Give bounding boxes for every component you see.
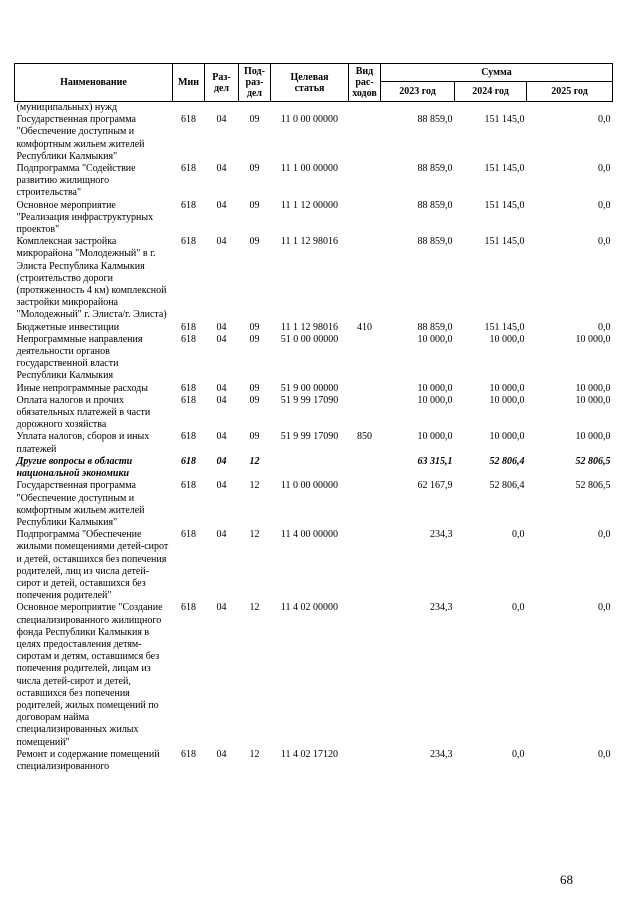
row-subsection: 09: [249, 236, 260, 248]
row-ministry-code: 618: [181, 382, 196, 394]
row-section: 04: [216, 382, 227, 394]
row-sum-2025: 0,0: [598, 321, 611, 333]
row-expense-type: [349, 236, 381, 321]
header-sum: Сумма: [381, 64, 613, 82]
row-sum-2025: 0,0: [598, 236, 611, 248]
row-section: 04: [216, 163, 227, 175]
row-ministry-code: 618: [181, 199, 196, 211]
row-sum-2023: 88 859,0: [417, 236, 453, 248]
row-sum-2024: 10 000,0: [489, 333, 525, 345]
row-sum-2025: 10 000,0: [575, 333, 611, 345]
row-name: Иные непрограммные расходы: [16, 382, 148, 394]
row-sum-2025: 0,0: [598, 163, 611, 175]
row-subsection: 12: [249, 748, 260, 760]
row-sum-2023: [381, 102, 455, 115]
row-ministry-code: 618: [181, 114, 196, 126]
row-subsection: 09: [249, 431, 260, 443]
row-target-article: 11 4 02 17120: [280, 748, 339, 760]
row-section: 04: [216, 480, 227, 492]
row-sum-2025: 0,0: [598, 748, 611, 760]
row-target-article: 11 4 00 00000: [280, 529, 339, 541]
row-section: [205, 102, 239, 115]
row-expense-type: [349, 395, 381, 432]
row-section: 04: [216, 199, 227, 211]
row-expense-type: [349, 529, 381, 602]
row-expense-type: 850: [357, 431, 372, 443]
row-expense-type: [349, 480, 381, 529]
row-expense-type: [349, 114, 381, 163]
table-row: [15, 749, 613, 773]
table-row: [15, 383, 613, 395]
row-name: Государственная программа "Обеспечение доступным и комфортным жильем жителей Республики Калмыкия": [16, 480, 145, 528]
row-sum-2023: 62 167,9: [417, 480, 453, 492]
row-sum-2024: 52 806,4: [489, 455, 525, 467]
header-podrazdel-text: Под- раз- дел: [244, 66, 265, 99]
row-target-article: 11 0 00 00000: [280, 480, 339, 492]
row-subsection: 09: [249, 321, 260, 333]
row-subsection: 09: [249, 199, 260, 211]
row-name: Основное мероприятие "Создание специализированного жилищного фонда Республики Калмыкия в целях предоставления детям-сиротам и детям, оставшимся без попечения родителей, лицам из числа детей-сирот и детей, оставшихся без попечения родителей, жилых помещений по договорам найма специализированных жилых помещений": [16, 602, 163, 748]
table-row: [15, 431, 613, 455]
row-target-article: 51 9 00 00000: [280, 382, 339, 394]
table-row: [15, 322, 613, 334]
table-row: [15, 480, 613, 529]
header-year-2024: 2024 год: [455, 82, 527, 102]
header-razdel-text: Раз- дел: [212, 71, 231, 94]
row-name: Комплексная застройка микрорайона "Молодежный" в г. Элиста Республика Калмыкия (строительство дороги (протяженность 4 км) комплексной застройки микрорайона "Молодежный" г. Элиста/г. Элиста): [16, 236, 167, 321]
row-sum-2023: 88 859,0: [417, 199, 453, 211]
header-min: Мин: [173, 64, 205, 102]
row-subsection: 12: [249, 602, 260, 614]
row-sum-2024: 151 145,0: [484, 321, 525, 333]
row-sum-2025: 52 806,5: [575, 480, 611, 492]
row-sum-2025: 10 000,0: [575, 394, 611, 406]
row-section: 04: [216, 431, 227, 443]
row-sum-2024: 52 806,4: [489, 480, 525, 492]
row-subsection: 09: [249, 382, 260, 394]
row-section: 04: [216, 748, 227, 760]
row-expense-type: [349, 163, 381, 200]
row-name: Другие вопросы в области национальной экономики: [16, 455, 133, 480]
row-section: 04: [216, 394, 227, 406]
row-name: Основное мероприятие "Реализация инфраструктурных проектов": [16, 199, 154, 236]
row-expense-type: [349, 749, 381, 773]
row-subsection: 09: [249, 394, 260, 406]
row-expense-type: [349, 334, 381, 383]
row-target-article: 11 1 12 98016: [280, 236, 339, 248]
row-sum-2024: 10 000,0: [489, 394, 525, 406]
budget-table-page: [14, 63, 612, 773]
row-sum-2023: 10 000,0: [417, 333, 453, 345]
table-row: [15, 456, 613, 480]
row-expense-type: [349, 602, 381, 748]
row-sum-2024: [455, 102, 527, 115]
row-subsection: 09: [249, 333, 260, 345]
row-target-article: 11 1 12 00000: [280, 199, 339, 211]
row-target-article: 11 1 12 98016: [280, 321, 339, 333]
row-sum-2025: 0,0: [598, 529, 611, 541]
row-name: (муниципальных) нужд: [16, 102, 118, 113]
header-year-2023: 2023 год: [381, 82, 455, 102]
row-section: 04: [216, 455, 227, 467]
row-name: Подпрограмма "Обеспечение жилыми помещениями детей-сирот и детей, оставшихся без попечения родителей, лиц из числа детей-сирот и детей, оставшихся без попечения родителей": [16, 529, 169, 602]
table-row: [15, 236, 613, 321]
row-sum-2023: 10 000,0: [417, 382, 453, 394]
row-name: Оплата налогов и прочих обязательных платежей в части дорожного хозяйства: [16, 394, 151, 431]
row-ministry-code: 618: [181, 394, 196, 406]
row-target-article: 51 9 99 17090: [280, 431, 339, 443]
row-section: 04: [216, 602, 227, 614]
row-name: Подпрограмма "Содействие развитию жилищного строительства": [16, 163, 136, 199]
row-ministry-code: 618: [181, 431, 196, 443]
header-name: Наименование: [15, 64, 173, 102]
row-section: 04: [216, 321, 227, 333]
table-body: [15, 102, 613, 774]
row-sum-2023: 234,3: [430, 602, 453, 614]
row-sum-2024: 151 145,0: [484, 236, 525, 248]
row-subsection: 12: [249, 480, 260, 492]
row-target-article: 51 9 99 17090: [280, 394, 339, 406]
row-target-article: 11 1 00 00000: [280, 163, 339, 175]
row-sum-2024: 151 145,0: [484, 163, 525, 175]
row-ministry-code: 618: [181, 455, 196, 467]
row-section: 04: [216, 529, 227, 541]
row-sum-2023: 88 859,0: [417, 114, 453, 126]
row-sum-2025: [527, 102, 613, 115]
table-row: [15, 395, 613, 432]
row-ministry-code: 618: [181, 236, 196, 248]
row-sum-2023: 234,3: [430, 748, 453, 760]
row-section: 04: [216, 236, 227, 248]
row-sum-2024: 151 145,0: [484, 199, 525, 211]
row-ministry-code: 618: [181, 602, 196, 614]
row-sum-2025: 52 806,5: [575, 455, 611, 467]
header-razdel: [205, 64, 239, 102]
row-subsection: 09: [249, 163, 260, 175]
row-sum-2023: 88 859,0: [417, 163, 453, 175]
row-sum-2024: 10 000,0: [489, 382, 525, 394]
row-sum-2025: 10 000,0: [575, 431, 611, 443]
row-name: Бюджетные инвестиции: [16, 321, 120, 333]
header-year-2025: 2025 год: [527, 82, 613, 102]
page-number: 68: [560, 872, 573, 887]
row-sum-2025: 0,0: [598, 114, 611, 126]
row-ministry-code: 618: [181, 529, 196, 541]
row-subsection: [239, 102, 271, 115]
row-ministry-code: 618: [181, 163, 196, 175]
row-sum-2025: 10 000,0: [575, 382, 611, 394]
row-ministry-code: 618: [181, 321, 196, 333]
row-sum-2024: 0,0: [512, 602, 525, 614]
row-sum-2023: 234,3: [430, 529, 453, 541]
table-row: [15, 114, 613, 163]
row-subsection: 09: [249, 114, 260, 126]
row-sum-2025: 0,0: [598, 199, 611, 211]
row-ministry-code: 618: [181, 480, 196, 492]
row-expense-type: [349, 456, 381, 480]
row-sum-2024: 10 000,0: [489, 431, 525, 443]
row-ministry-code: [173, 102, 205, 115]
header-expense-type-text: Вид рас- ходов: [352, 66, 377, 99]
row-name: Непрограммные направления деятельности органов государственной власти Республики Калмыкия: [16, 333, 143, 382]
header-target-article-text: Целевая статья: [290, 71, 329, 94]
row-sum-2023: 63 315,1: [417, 455, 453, 467]
row-target-article: [271, 456, 349, 480]
header-podrazdel: [239, 64, 271, 102]
row-name: Ремонт и содержание помещений специализированного: [16, 748, 160, 772]
table-row: [15, 102, 613, 115]
row-sum-2024: 0,0: [512, 529, 525, 541]
row-ministry-code: 618: [181, 748, 196, 760]
row-sum-2023: 10 000,0: [417, 394, 453, 406]
row-subsection: 12: [249, 455, 260, 467]
header-expense-type: [349, 64, 381, 102]
row-subsection: 12: [249, 529, 260, 541]
row-expense-type: [349, 383, 381, 395]
row-target-article: 11 4 02 00000: [280, 602, 339, 614]
row-section: 04: [216, 333, 227, 345]
row-expense-type: [349, 200, 381, 237]
row-name: Уплата налогов, сборов и иных платежей: [16, 431, 150, 455]
table-row: [15, 602, 613, 748]
row-sum-2023: 10 000,0: [417, 431, 453, 443]
row-expense-type: 410: [357, 321, 372, 333]
row-sum-2024: 151 145,0: [484, 114, 525, 126]
header-target-article: [271, 64, 349, 102]
row-sum-2025: 0,0: [598, 602, 611, 614]
row-sum-2024: 0,0: [512, 748, 525, 760]
row-target-article: 11 0 00 00000: [280, 114, 339, 126]
row-ministry-code: 618: [181, 333, 196, 345]
row-target-article: [271, 102, 349, 115]
row-sum-2023: 88 859,0: [417, 321, 453, 333]
budget-table: [14, 63, 613, 773]
table-row: [15, 334, 613, 383]
table-row: [15, 529, 613, 602]
row-target-article: 51 0 00 00000: [280, 333, 339, 345]
table-row: [15, 163, 613, 200]
row-expense-type: [349, 102, 381, 115]
table-row: [15, 200, 613, 237]
row-section: 04: [216, 114, 227, 126]
row-name: Государственная программа "Обеспечение доступным и комфортным жильем жителей Республики Калмыкия": [16, 114, 145, 162]
